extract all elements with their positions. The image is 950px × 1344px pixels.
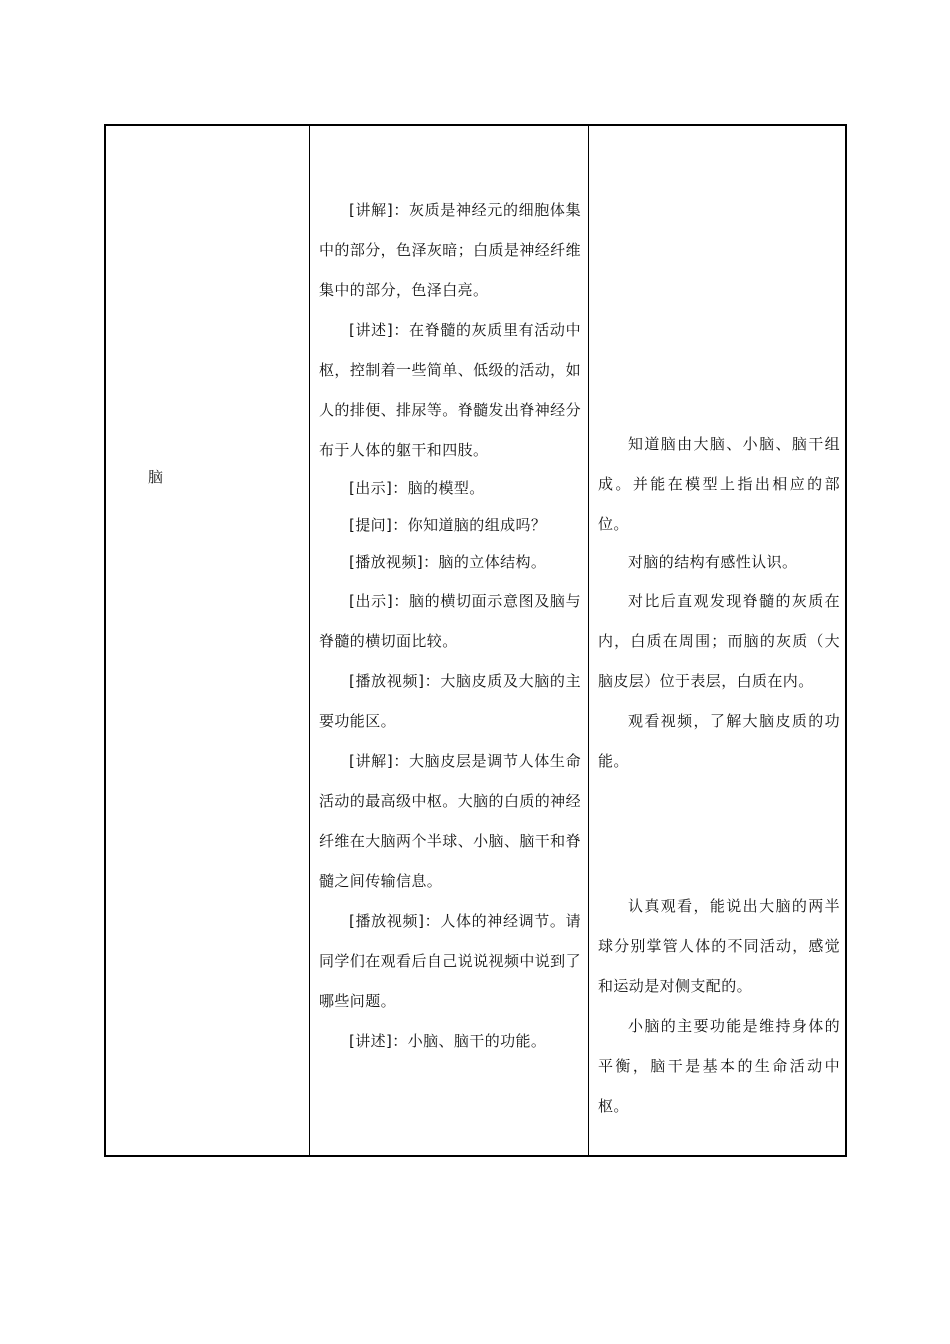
student-paragraph: 对脑的结构有感性认识。: [628, 553, 798, 571]
teacher-paragraph: [提问]：你知道脑的组成吗？: [349, 516, 547, 534]
student-paragraph: 认真观看，能说出大脑的两半球分别掌管人体的不同活动，感觉和运动是对侧支配的。: [598, 897, 840, 995]
teacher-paragraph: [讲解]：大脑皮层是调节人体生命活动的最高级中枢。大脑的白质的神经纤维在大脑两个半球、小脑、脑干和脊髓之间传输信息。: [319, 752, 581, 890]
column-divider: [309, 126, 310, 1155]
teacher-paragraph: [讲述]：在脊髓的灰质里有活动中枢，控制着一些简单、低级的活动，如人的排便、排尿等。脊髓发出脊神经分布于人体的躯干和四肢。: [319, 321, 581, 459]
teacher-paragraph: [播放视频]：大脑皮质及大脑的主要功能区。: [319, 672, 581, 730]
student-paragraph: 观看视频，了解大脑皮质的功能。: [598, 712, 840, 770]
teacher-paragraph: [出示]：脑的模型。: [349, 479, 485, 497]
teacher-paragraph: [出示]：脑的横切面示意图及脑与脊髓的横切面比较。: [319, 592, 581, 650]
teacher-paragraph: [播放视频]：脑的立体结构。: [349, 553, 547, 571]
teacher-activities-column: [319, 190, 581, 1061]
student-paragraph: 对比后直观发现脊髓的灰质在内，白质在周围；而脑的灰质（大脑皮层）位于表层，白质在内。: [598, 592, 840, 690]
teacher-paragraph: [讲解]：灰质是神经元的细胞体集中的部分，色泽灰暗；白质是神经纤维集中的部分，色泽白亮。: [319, 201, 581, 299]
student-paragraph: 知道脑由大脑、小脑、脑干组成。并能在模型上指出相应的部位。: [598, 435, 840, 533]
lesson-table: [104, 124, 847, 1157]
row-label: 脑: [148, 468, 164, 486]
student-activities-column: [598, 424, 840, 1126]
teacher-paragraph: [讲述]：小脑、脑干的功能。: [349, 1032, 547, 1050]
column-divider: [588, 126, 589, 1155]
spacer: [598, 781, 840, 886]
teacher-paragraph: [播放视频]：人体的神经调节。请同学们在观看后自己说说视频中说到了哪些问题。: [319, 912, 581, 1010]
student-paragraph: 小脑的主要功能是维持身体的平衡，脑干是基本的生命活动中枢。: [598, 1017, 840, 1115]
